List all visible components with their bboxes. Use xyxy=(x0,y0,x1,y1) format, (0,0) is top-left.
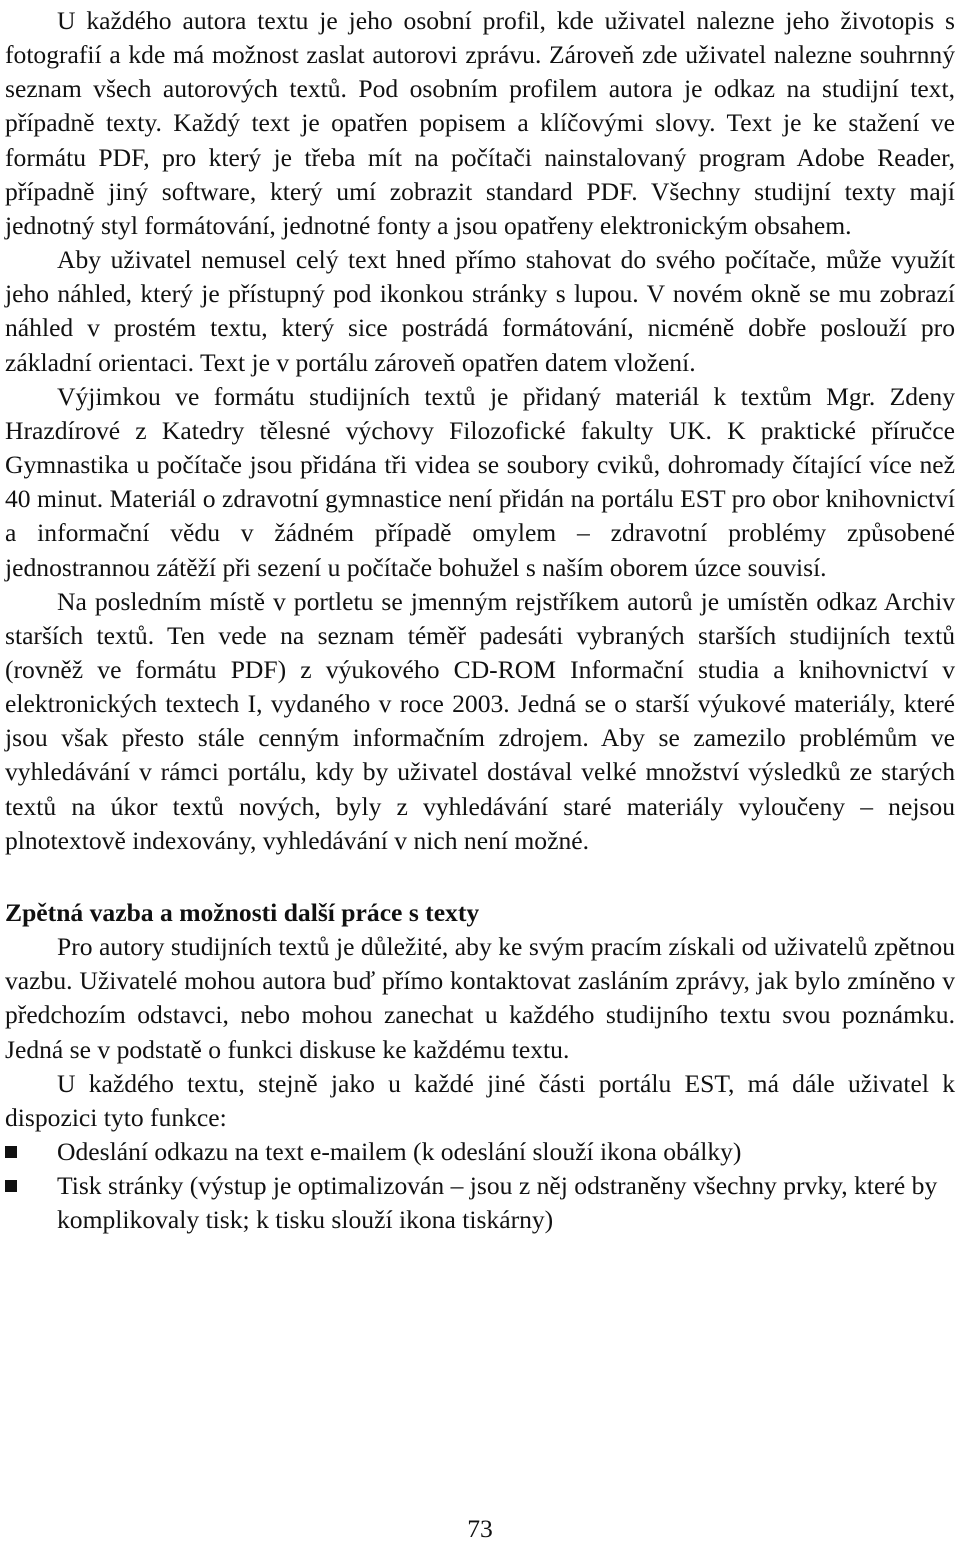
list-item xyxy=(5,1169,955,1237)
list-item xyxy=(5,1135,955,1169)
page-number: 73 xyxy=(467,1514,493,1543)
paragraph-feedback: Pro autory studijních textů je důležité, aby ke svým pracím získali od uživatelů zpětnou vazbu. Uživatelé mohou autora buď přímo kontaktovat zasláním zprávy, jak bylo zmíněno v předchozím odstavci, nebo mohou zanechat u každého studijního textu svou poznámku. Jedná se v podstatě o funkci diskuse ke každému textu. xyxy=(5,932,955,1064)
paragraph-exception-material: Výjimkou ve formátu studijních textů je přidaný materiál k textům Mgr. Zdeny Hrazdírové z Katedry tělesné výchovy Filozofické fakulty UK. K praktické příručce Gymnastika u počítače jsou přidána tři videa se soubory cviků, dohromady čítající více než 40 minut. Materiál o zdravotní gymnastice není přidán na portálu EST pro obor knihovnictví a informační vědu v žádném případě omylem – zdravotní problémy způsobené jednostrannou zátěží při sezení u počítače bohužel s naším oborem úzce souvisí. xyxy=(5,381,955,582)
paragraph-archive: Na posledním místě v portletu se jmenným rejstříkem autorů je umístěn odkaz Archiv starších textů. Ten vede na seznam téměř padesáti vybraných starších studijních textů (rovněž ve formátu PDF) z výukového CD-ROM Informační studia a knihovnictví v elektronických textech I, vydaného v roce 2003. Jedná se o starší výukové materiály, které jsou však přesto stále cenným informačním zdrojem. Aby se zamezilo problémům ve vyhledávání v rámci portálu, kdy by uživatel dostával velké množství výsledků ze starých textů na úkor textů nových, byly z vyhledávání staré materiály vyloučeny – nejsou plnotextově indexovány, vyhledávání v nich není možné. xyxy=(5,586,955,855)
list-item-text: Odeslání odkazu na text e-mailem (k odeslání slouží ikona obálky) xyxy=(57,1137,742,1166)
square-bullet-icon xyxy=(5,1180,17,1192)
list-item-text: Tisk stránky (výstup je optimalizován – jsou z něj odstraněny všechny prvky, které by komplikovaly tisk; k tisku slouží ikona tiskárny) xyxy=(57,1171,938,1235)
paragraph-functions-intro: U každého textu, stejně jako u každé jiné části portálu EST, má dále uživatel k dispozici tyto funkce: xyxy=(5,1068,955,1132)
paragraph-preview: Aby uživatel nemusel celý text hned přímo stahovat do svého počítače, může využít jeho náhled, který je přístupný pod ikonkou stránky s lupou. V novém okně se mu zobrazí náhled v prostém textu, který sice postrádá formátování, nicméně dobře poslouží pro základní orientaci. Text je v portálu zároveň opatřen datem vložení. xyxy=(5,245,955,377)
function-list xyxy=(5,1135,955,1237)
section-heading: Zpětná vazba a možnosti další práce s texty xyxy=(5,897,480,927)
page-body xyxy=(5,4,955,1237)
square-bullet-icon xyxy=(5,1146,17,1158)
section-spacer xyxy=(5,858,955,896)
paragraph-author-profile: U každého autora textu je jeho osobní profil, kde uživatel nalezne jeho životopis s fotografií a kde má možnost zaslat autorovi zprávu. Zároveň zde uživatel nalezne souhrnný seznam všech autorových textů. Pod osobním profilem autora je odkaz na studijní text, případně texty. Každý text je opatřen popisem a klíčovými slovy. Text je ke stažení ve formátu PDF, pro který je třeba mít na počítači nainstalovaný program Adobe Reader, případně jiný software, který umí zobrazit standard PDF. Všechny studijní texty mají jednotný styl formátování, jednotné fonty a jsou opatřeny elektronickým obsahem. xyxy=(5,6,955,240)
